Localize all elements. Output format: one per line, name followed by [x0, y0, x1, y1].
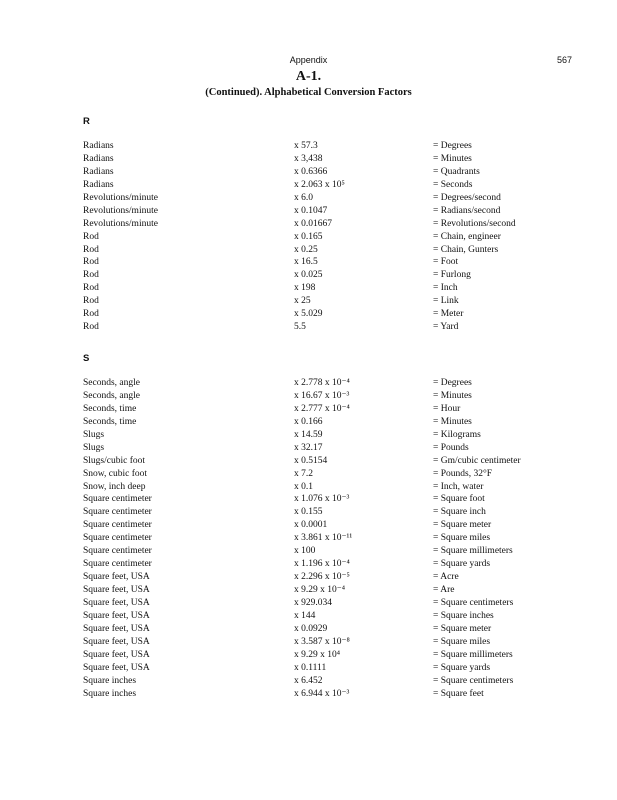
- table-row: [0, 442, 617, 455]
- multiplier: x 0.25: [294, 244, 318, 255]
- table-row: [0, 390, 617, 403]
- from-unit: Seconds, angle: [83, 390, 140, 401]
- conversion-rows-s: [0, 377, 617, 700]
- from-unit: Square feet, USA: [83, 636, 150, 647]
- table-row: [0, 308, 617, 321]
- table-row: [0, 636, 617, 649]
- to-unit: = Degrees/second: [433, 192, 501, 203]
- table-row: [0, 166, 617, 179]
- table-row: [0, 140, 617, 153]
- to-unit: = Square yards: [433, 559, 491, 570]
- table-row: [0, 205, 617, 218]
- multiplier: x 6.0: [294, 192, 313, 203]
- from-unit: Radians: [83, 153, 114, 164]
- from-unit: Radians: [83, 141, 114, 151]
- multiplier: x 9.29 x 10⁴: [294, 649, 341, 660]
- to-unit: = Square yards: [433, 662, 491, 673]
- to-unit: = Square miles: [433, 636, 491, 647]
- table-row: [0, 244, 617, 257]
- multiplier: x 0.166: [294, 416, 323, 427]
- table-row: [0, 179, 617, 192]
- from-unit: Rod: [83, 322, 99, 333]
- multiplier: x 14.59: [294, 429, 323, 440]
- page-number: 567: [556, 55, 572, 65]
- from-unit: Seconds, time: [83, 416, 137, 427]
- multiplier: x 7.2: [294, 468, 313, 479]
- to-unit: = Square millimeters: [433, 649, 513, 660]
- from-unit: Snow, inch deep: [83, 481, 146, 492]
- table-row: [0, 416, 617, 429]
- multiplier: x 0.0001: [294, 520, 328, 531]
- multiplier: x 0.0929: [294, 623, 328, 634]
- to-unit: = Pounds, 32°F: [433, 468, 493, 479]
- to-unit: = Square centimeters: [433, 597, 514, 608]
- table-row: [0, 545, 617, 558]
- multiplier: x 16.67 x 10⁻³: [294, 390, 350, 401]
- multiplier: x 3.587 x 10⁻⁸: [294, 636, 350, 647]
- from-unit: Slugs: [83, 442, 105, 453]
- from-unit: Square centimeter: [83, 546, 152, 557]
- from-unit: Snow, cubic foot: [83, 468, 148, 479]
- multiplier: x 6.452: [294, 675, 323, 686]
- to-unit: = Square feet: [433, 688, 484, 699]
- multiplier: x 2.778 x 10⁻⁴: [294, 378, 350, 388]
- to-unit: = Seconds: [433, 179, 473, 190]
- from-unit: Rod: [83, 231, 99, 242]
- table-row: [0, 481, 617, 494]
- table-row: [0, 649, 617, 662]
- from-unit: Rod: [83, 257, 99, 268]
- from-unit: Square centimeter: [83, 494, 152, 505]
- to-unit: = Square inches: [433, 610, 494, 621]
- to-unit: = Degrees: [433, 141, 472, 151]
- section-letter-r: R: [83, 116, 90, 127]
- multiplier: x 3.861 x 10⁻¹¹: [294, 533, 353, 544]
- multiplier: x 0.1: [294, 481, 313, 492]
- to-unit: = Are: [433, 585, 455, 595]
- from-unit: Square centimeter: [83, 520, 152, 531]
- from-unit: Rod: [83, 309, 99, 320]
- to-unit: = Inch, water: [433, 481, 484, 492]
- multiplier: x 57.3: [294, 141, 318, 151]
- from-unit: Square inches: [83, 688, 137, 699]
- from-unit: Rod: [83, 270, 99, 281]
- from-unit: Square feet, USA: [83, 649, 150, 660]
- to-unit: = Kilograms: [433, 429, 481, 440]
- table-row: [0, 688, 617, 701]
- table-row: [0, 597, 617, 610]
- table-row: [0, 675, 617, 688]
- multiplier: x 32.17: [294, 442, 323, 453]
- multiplier: x 0.025: [294, 270, 323, 281]
- multiplier: x 2.063 x 10⁵: [294, 179, 345, 190]
- table-row: [0, 506, 617, 519]
- table-row: [0, 321, 617, 334]
- from-unit: Square centimeter: [83, 533, 152, 544]
- to-unit: = Gm/cubic centimeter: [433, 455, 521, 466]
- from-unit: Square feet, USA: [83, 610, 150, 621]
- from-unit: Revolutions/minute: [83, 192, 158, 203]
- from-unit: Square feet, USA: [83, 662, 150, 673]
- table-row: [0, 231, 617, 244]
- to-unit: = Square centimeters: [433, 675, 514, 686]
- from-unit: Square feet, USA: [83, 585, 150, 595]
- multiplier: x 6.944 x 10⁻³: [294, 688, 350, 699]
- to-unit: = Square millimeters: [433, 546, 513, 557]
- from-unit: Square feet, USA: [83, 597, 150, 608]
- to-unit: = Acre: [433, 572, 459, 583]
- to-unit: = Yard: [433, 322, 459, 333]
- from-unit: Rod: [83, 296, 99, 307]
- to-unit: = Revolutions/second: [433, 218, 516, 229]
- to-unit: = Minutes: [433, 153, 472, 164]
- from-unit: Seconds, angle: [83, 378, 140, 388]
- from-unit: Square feet, USA: [83, 572, 150, 583]
- multiplier: x 9.29 x 10⁻⁴: [294, 585, 346, 595]
- to-unit: = Hour: [433, 403, 461, 414]
- from-unit: Square feet, USA: [83, 623, 150, 634]
- table-row: [0, 377, 617, 390]
- from-unit: Revolutions/minute: [83, 205, 158, 216]
- table-row: [0, 584, 617, 597]
- from-unit: Slugs: [83, 429, 105, 440]
- table-row: [0, 218, 617, 231]
- multiplier: x 16.5: [294, 257, 318, 268]
- to-unit: = Square meter: [433, 623, 492, 634]
- section-letter-s: S: [83, 353, 90, 364]
- from-unit: Square centimeter: [83, 507, 152, 518]
- to-unit: = Quadrants: [433, 166, 480, 177]
- multiplier: x 2.777 x 10⁻⁴: [294, 403, 350, 414]
- table-row: [0, 403, 617, 416]
- table-title: (Continued). Alphabetical Conversion Factors: [205, 87, 412, 98]
- multiplier: x 0.155: [294, 507, 323, 518]
- to-unit: = Furlong: [433, 270, 471, 281]
- to-unit: = Minutes: [433, 390, 472, 401]
- from-unit: Square centimeter: [83, 559, 152, 570]
- multiplier: x 144: [294, 610, 316, 621]
- multiplier: x 25: [294, 296, 311, 307]
- to-unit: = Chain, engineer: [433, 231, 501, 242]
- from-unit: Seconds, time: [83, 403, 137, 414]
- to-unit: = Degrees: [433, 378, 472, 388]
- multiplier: x 1.076 x 10⁻³: [294, 494, 350, 505]
- table-row: [0, 571, 617, 584]
- table-row: [0, 269, 617, 282]
- multiplier: x 0.6366: [294, 166, 328, 177]
- multiplier: x 3,438: [294, 153, 323, 164]
- table-row: [0, 192, 617, 205]
- from-unit: Radians: [83, 179, 114, 190]
- multiplier: x 0.165: [294, 231, 323, 242]
- multiplier: x 0.1111: [294, 662, 327, 673]
- table-row: [0, 153, 617, 166]
- table-row: [0, 429, 617, 442]
- multiplier: x 100: [294, 546, 316, 557]
- table-row: [0, 610, 617, 623]
- from-unit: Rod: [83, 244, 99, 255]
- to-unit: = Square meter: [433, 520, 492, 531]
- conversion-rows-r: [0, 140, 617, 334]
- table-number: A-1.: [295, 69, 322, 84]
- table-row: [0, 455, 617, 468]
- to-unit: = Radians/second: [433, 205, 501, 216]
- multiplier: 5.5: [294, 322, 306, 333]
- to-unit: = Foot: [433, 257, 459, 268]
- to-unit: = Meter: [433, 309, 464, 320]
- to-unit: = Inch: [433, 283, 458, 294]
- from-unit: Square inches: [83, 675, 137, 686]
- table-row: [0, 662, 617, 675]
- multiplier: x 2.296 x 10⁻⁵: [294, 572, 350, 583]
- running-head: Appendix: [289, 55, 328, 65]
- table-row: [0, 532, 617, 545]
- to-unit: = Link: [433, 296, 459, 307]
- table-row: [0, 558, 617, 571]
- from-unit: Radians: [83, 166, 114, 177]
- multiplier: x 198: [294, 283, 316, 294]
- table-row: [0, 295, 617, 308]
- multiplier: x 0.5154: [294, 455, 328, 466]
- table-row: [0, 256, 617, 269]
- multiplier: x 5.029: [294, 309, 323, 320]
- to-unit: = Minutes: [433, 416, 472, 427]
- multiplier: x 0.01667: [294, 218, 332, 229]
- from-unit: Rod: [83, 283, 99, 294]
- table-row: [0, 493, 617, 506]
- table-row: [0, 519, 617, 532]
- to-unit: = Chain, Gunters: [433, 244, 499, 255]
- to-unit: = Square foot: [433, 494, 485, 505]
- table-row: [0, 468, 617, 481]
- table-row: [0, 623, 617, 636]
- from-unit: Slugs/cubic foot: [83, 455, 146, 466]
- multiplier: x 929.034: [294, 597, 332, 608]
- to-unit: = Square inch: [433, 507, 486, 518]
- to-unit: = Pounds: [433, 442, 469, 453]
- table-row: [0, 282, 617, 295]
- multiplier: x 0.1047: [294, 205, 328, 216]
- to-unit: = Square miles: [433, 533, 491, 544]
- from-unit: Revolutions/minute: [83, 218, 158, 229]
- multiplier: x 1.196 x 10⁻⁴: [294, 559, 350, 570]
